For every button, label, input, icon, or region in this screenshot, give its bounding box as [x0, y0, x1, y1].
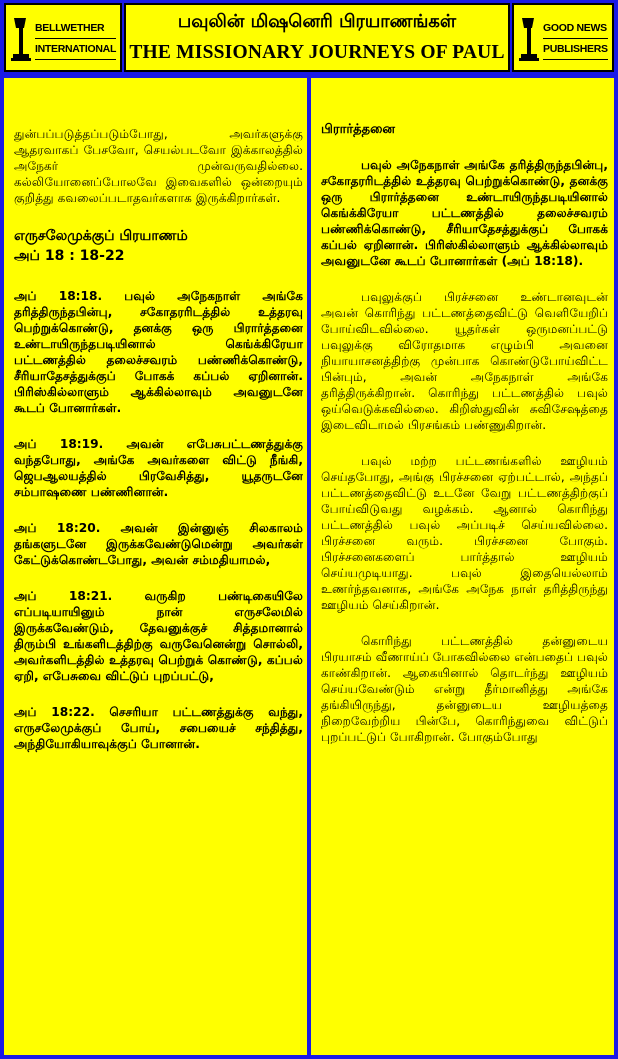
logo-right-line1: GOOD NEWS [543, 18, 608, 39]
section-heading-title: எருசலேமுக்குப் பிரயாணம் [14, 228, 188, 244]
verse-paragraph: அப் 18:20. அவன் இன்னுஞ் சிலகாலம் தங்களுடனே இருக்கவேண்டுமென்று அவர்கள் கேட்டுக்கொண்டபோது, அவன் சம்மதியாமல், [14, 521, 303, 567]
verse-paragraph: அப் 18:19. அவன் எபேசுபட்டணத்துக்கு வந்தபோது, அங்கே அவர்களை விட்டு நீங்கி, ஜெபஆலயத்தில் பிரவேசித்து, யூதருடனே சம்பாஷணை பண்ணினான். [14, 437, 303, 499]
body-paragraph: பவுல் மற்ற பட்டணங்களில் ஊழியம் செய்தபோது, அங்கு பிரச்சனை ஏற்பட்டால், அந்தப் பட்டணத்தைவிட்டு உடனே வேறு பட்டணத்திற்குப் போய்விடுவது வழக்கம். ஆனால் கொரிந்து பட்டணத்தில் பவுல் அப்படிச் செய்யவில்லை. பிரச்சனை வரும். பிரச்சனை போகும். பிரச்சனைகளைப் பார்த்தால் ஊழியம் செய்யமுடியாது. பவுல் இதையெல்லாம் உணர்ந்தவனாக, அங்கே அநேக நாள் தரித்திருந்து ஊழியம் செய்கிறான். [321, 454, 608, 612]
verse-paragraph: அப் 18:22. செசரியா பட்டணத்துக்கு வந்து, எருசலேமுக்குப் போய், சபையைச் சந்தித்து, அந்தியோகியாவுக்குப் போனான். [14, 705, 303, 751]
logo-left-line1: BELLWETHER [35, 18, 116, 39]
verse-paragraph: அப் 18:18. பவுல் அநேகநாள் அங்கே தரித்திருந்தபின்பு, சகோதரரிடத்தில் உத்தரவு பெற்றுக்கொண்டு, தனக்கு ஒரு பிரார்த்தனை உண்டாயிருந்தபடியினால் கெங்க்கிரேயா பட்டணத்தில் தலைச்சவரம் பண்ணிக்கொண்டு, சீரியாதேசத்துக்குப் போகக் கப்பல் ஏறினான். பிரிஸ்கில்லாளும் ஆக்கில்லாவும் அவனுடனே கூடப் போனார்கள். [14, 289, 303, 415]
right-column [311, 78, 614, 1055]
body-paragraph: கொரிந்து பட்டணத்தில் தன்னுடைய பிரயாசம் வீணாய்ப் போகவில்லை என்பதைப் பவுல் காண்கிறான். ஆகையினால் தொடர்ந்து ஊழியம் செய்யவேண்டும் என்று தீர்மானித்து அங்கே தங்கியிருந்து, தன்னுடைய ஊழியத்தை நிறைவேற்றிய பின்பே, கொரிந்துவை விட்டுப் புறப்பட்டுப் போகிறான். போகும்போது [321, 634, 608, 744]
logo-left-line2: INTERNATIONAL [35, 39, 116, 60]
good-news-logo [512, 3, 614, 72]
verse-paragraph: அப் 18:21. வருகிற பண்டிகையிலே எப்படியாயினும் நான் எருசலேமில் இருக்கவேண்டும், தேவனுக்குச் சித்தமானால் திரும்பி உங்களிடத்திற்கு வருவேனென்று சொல்லி, அவர்களிடத்தில் உத்தரவு பெற்றுக் கொண்டு, கப்பல் ஏறி, எபேசுவை விட்டுப் புறப்பட்டு, [14, 589, 303, 683]
good-news-logo-text [543, 18, 608, 60]
book-stand-icon [10, 16, 32, 62]
body-paragraph: பவுலுக்குப் பிரச்சனை உண்டானவுடன் அவன் கொரிந்து பட்டணத்தைவிட்டு வெளியேறிப் போய்விடவில்லை. யூதர்கள் ஒருமனப்பட்டு பவுலுக்கு விரோதமாக எழும்பி அவனை நியாயாசனத்திற்கு முன்பாக கொண்டுபோய்விட்ட பின்பும், அவன் அநேகநாள் அங்கே தரித்திருக்கிறான். கொரிந்து பட்டணத்தில் பவுல் ஒய்வெடுக்கவில்லை. கிறிஸ்துவின் சுவிசேஷத்தை இடைவிடாமல் பிரசங்கம் பண்ணுகிறான். [321, 290, 608, 432]
bellwether-logo-text [35, 18, 116, 60]
left-column [4, 78, 307, 1055]
title-english: THE MISSIONARY JOURNEYS OF PAUL [129, 42, 505, 63]
logo-right-line2: PUBLISHERS [543, 39, 608, 60]
title-tamil: பவுலின் மிஷனெரி பிரயாணங்கள் [177, 11, 457, 32]
section-heading-reference: அப் 18 : 18-22 [14, 248, 125, 264]
title-banner [124, 3, 510, 72]
section-heading [14, 226, 303, 266]
book-stand-icon [518, 16, 540, 62]
quote-paragraph: பவுல் அநேகநாள் அங்கே தரித்திருந்தபின்பு, சகோதரரிடத்தில் உத்தரவு பெற்றுக்கொண்டு, தனக்கு ஒரு பிரார்த்தனை உண்டாயிருந்தபடியினால் கெங்க்கிரேயா பட்டணத்தில் தலைச்சவரம் பண்ணிக்கொண்டு, சீரியாதேசத்துக்குப் போகக் கப்பல் ஏறினான். பிரிஸ்கில்லாளும் ஆக்கில்லாவும் அவனுடனே கூடப் போனார்கள் (அப் 18:18). [321, 158, 608, 268]
bellwether-logo [4, 3, 122, 72]
intro-paragraph: துன்பப்படுத்தப்படும்போது, அவர்களுக்கு ஆதரவாகப் பேசவோ, செயல்படவோ இக்காலத்தில் அநேகர் முன்வருவதில்லை. கல்லியோனைப்போலவே இவைகளில் ஒன்றையும் குறித்து கவலைப்படாதவர்களாக இருக்கிறார்கள். [14, 127, 303, 205]
subsection-heading: பிரார்த்தனை [321, 122, 396, 137]
